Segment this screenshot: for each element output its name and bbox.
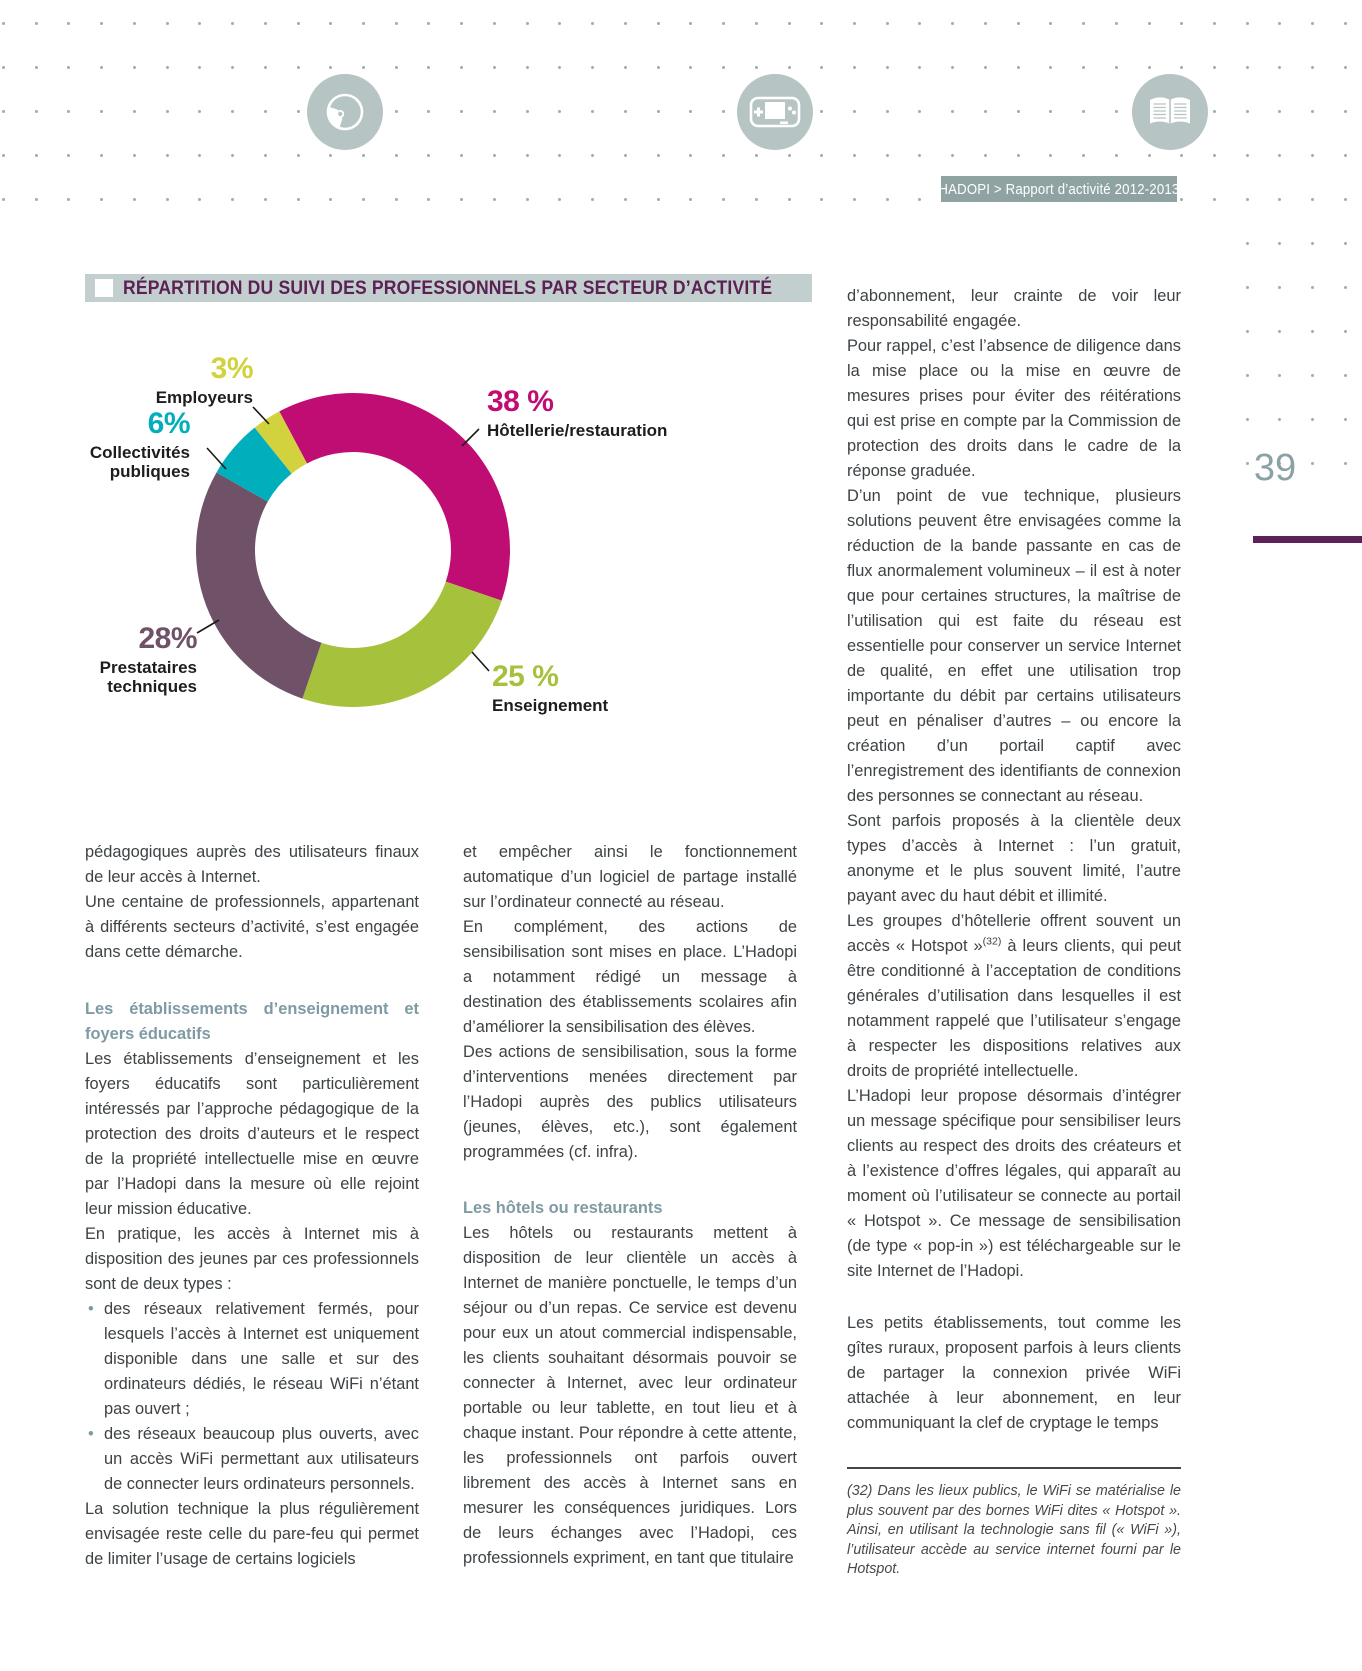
chart-label-text-hotellerie: Hôtellerie/restauration (487, 421, 668, 440)
grid-dot (558, 110, 561, 113)
grid-dot (297, 154, 300, 157)
grid-dot (755, 154, 758, 157)
leader-line-enseignement (472, 652, 489, 671)
grid-dot (853, 110, 856, 113)
paragraph: L’Hadopi leur propose désormais d’intégrer un message spécifique pour sensibiliser leurs clients au respect des droits des créateurs et à l’existence d’offres légales, qui apparaît au moment où l’utilisateur se connecte au portail « Hotspot ». Ce message de sensibilisation (de type « pop-in ») est téléchargeable sur le site Internet de l’Hadopi. (847, 1087, 1181, 1280)
grid-dot (1148, 66, 1151, 69)
grid-dot (657, 22, 660, 25)
grid-dot (1082, 22, 1085, 25)
grid-dot (67, 110, 70, 113)
grid-dot (722, 110, 725, 113)
grid-dot (133, 22, 136, 25)
grid-dot (427, 154, 430, 157)
leader-line-prestataires (197, 620, 219, 633)
grid-dot (198, 22, 201, 25)
grid-dot (886, 66, 889, 69)
paragraph: Des actions de sensibilisation, sous la forme d’interventions menées directement par l’Hadopi auprès des publics utilisateurs (jeunes, élèves, etc.), sont également programmées (cf. infra). (463, 1043, 797, 1161)
grid-dot (591, 22, 594, 25)
grid-dot (1246, 374, 1249, 377)
grid-dot (689, 154, 692, 157)
chart-pct-collectivites: 6% (147, 407, 190, 440)
grid-dot (1311, 418, 1314, 421)
grid-dot (1311, 462, 1314, 465)
grid-dot (886, 22, 889, 25)
donut-segment-1 (302, 582, 501, 707)
grid-dot (329, 198, 332, 201)
grid-dot (820, 110, 823, 113)
grid-dot (35, 154, 38, 157)
grid-dot (788, 198, 791, 201)
chart-label-prestataires (100, 623, 197, 696)
grid-dot (624, 22, 627, 25)
grid-dot (166, 66, 169, 69)
grid-dot (1246, 66, 1249, 69)
grid-dot (395, 154, 398, 157)
grid-dot (1049, 22, 1052, 25)
grid-dot (526, 110, 529, 113)
grid-dot (1344, 22, 1347, 25)
report-badge-label: HADOPI > Rapport d’activité 2012-2013 (938, 180, 1180, 198)
grid-dot (1213, 66, 1216, 69)
grid-dot (722, 66, 725, 69)
grid-dot (1278, 198, 1281, 201)
grid-dot (67, 198, 70, 201)
grid-dot (722, 22, 725, 25)
grid-dot (788, 154, 791, 157)
grid-dot (951, 66, 954, 69)
chart-pct-prestataires: 28% (138, 622, 197, 655)
grid-dot (297, 110, 300, 113)
donut-segment-0 (279, 393, 510, 601)
grid-dot (689, 110, 692, 113)
grid-dot (231, 154, 234, 157)
grid-dot (362, 22, 365, 25)
paragraph: En pratique, les accès à Internet mis à disposition des jeunes par ces professionnels sont de deux types : (85, 1225, 419, 1293)
grid-dot (35, 198, 38, 201)
grid-dot (918, 22, 921, 25)
grid-dot (1115, 110, 1118, 113)
subheading-etablissements: Les établissements d’enseignement et foyers éducatifs (85, 1000, 419, 1043)
column-right (847, 284, 1181, 1436)
grid-dot (657, 198, 660, 201)
grid-dot (984, 66, 987, 69)
grid-dot (460, 154, 463, 157)
chart-label-text-prestataires: Prestataires techniques (99, 658, 197, 696)
grid-dot (297, 66, 300, 69)
grid-dot (722, 154, 725, 157)
grid-dot (1180, 66, 1183, 69)
grid-dot (1311, 242, 1314, 245)
chart-title-bar (85, 274, 812, 302)
grid-dot (788, 66, 791, 69)
grid-dot (591, 154, 594, 157)
chart-label-collectivites (90, 408, 190, 481)
grid-dot (1344, 242, 1347, 245)
grid-dot (395, 110, 398, 113)
grid-dot (1344, 462, 1347, 465)
grid-dot (460, 66, 463, 69)
chart-pct-hotellerie: 38 % (487, 385, 554, 418)
grid-dot (755, 198, 758, 201)
grid-dot (984, 154, 987, 157)
paragraph: et empêcher ainsi le fonctionnement automatique d’un logiciel de partage installé sur l’ordinateur connecté au réseau. (463, 843, 797, 911)
grid-dot (591, 110, 594, 113)
grid-dot (100, 110, 103, 113)
grid-dot (67, 66, 70, 69)
grid-dot (624, 110, 627, 113)
grid-dot (1049, 66, 1052, 69)
grid-dot (1115, 22, 1118, 25)
grid-dot (1278, 154, 1281, 157)
footnote-text: (32) Dans les lieux publics, le WiFi se matérialise le plus souvent par des bornes WiFi dites « Hotspot ». Ainsi, en utilisant la technologie sans fil (« WiFi »), l’utilisateur accède au service internet fourni par le Hotspot. (847, 1483, 1181, 1577)
grid-dot (427, 66, 430, 69)
grid-dot (395, 22, 398, 25)
grid-dot (35, 110, 38, 113)
grid-dot (1017, 110, 1020, 113)
leader-line-employeurs (253, 407, 269, 424)
grid-dot (1017, 154, 1020, 157)
column-middle (463, 840, 797, 1571)
grid-dot (1148, 154, 1151, 157)
grid-dot (166, 22, 169, 25)
grid-dot (657, 154, 660, 157)
chart-pct-employeurs: 3% (210, 352, 253, 385)
grid-dot (1278, 330, 1281, 333)
paragraph-with-footnote-ref: Les groupes d’hôtellerie offrent souvent un accès « Hotspot »$^{(32)}$ à leurs clients, qui peut être conditionné à l’acceptation de conditions générales d’utilisation dans lesquelles il est notamment rappelé que l’utilisateur s’engage à respecter les dispositions relatives aux droits de propriété intellectuelle. (847, 912, 1181, 1080)
grid-dot (1115, 154, 1118, 157)
grid-dot (100, 22, 103, 25)
grid-dot (1344, 330, 1347, 333)
grid-dot (1180, 22, 1183, 25)
grid-dot (231, 22, 234, 25)
grid-dot (951, 22, 954, 25)
grid-dot (1246, 22, 1249, 25)
bullet-list (85, 1297, 419, 1497)
grid-dot (1344, 66, 1347, 69)
grid-dot (820, 154, 823, 157)
grid-dot (427, 22, 430, 25)
chart-label-text-employeurs: Employeurs (155, 388, 253, 407)
grid-dot (1311, 286, 1314, 289)
grid-dot (951, 110, 954, 113)
grid-dot (1278, 66, 1281, 69)
list-item: • des réseaux beaucoup plus ouverts, avec un accès WiFi permettant aux utilisateurs de connecter leurs ordinateurs personnels. (104, 1422, 419, 1497)
grid-dot (133, 154, 136, 157)
grid-dot (362, 198, 365, 201)
grid-dot (820, 198, 823, 201)
corner-accent-bar (1253, 536, 1362, 543)
grid-dot (1246, 154, 1249, 157)
grid-dot (1049, 110, 1052, 113)
grid-dot (427, 110, 430, 113)
grid-dot (133, 110, 136, 113)
grid-dot (35, 66, 38, 69)
grid-dot (1311, 66, 1314, 69)
grid-dot (133, 66, 136, 69)
paragraph: Les hôtels ou restaurants mettent à disposition de leur clientèle un accès à Internet de manière ponctuelle, le temps d’un séjour ou d’un repas. Ce service est devenu pour eux un atout commercial indispensable, les clients souhaitant désormais pouvoir se connecter à Internet, avec leur ordinateur portable ou leur tablette, en tout lieu et à chaque instant. Pour répondre à cette attente, les professionnels ont parfois ouvert librement des accès à Internet sans en mesurer les conséquences juridiques. Lors de leurs échanges avec l’Hadopi, ces professionnels expriment, en tant que titulaire (463, 1224, 797, 1567)
grid-dot (395, 66, 398, 69)
grid-dot (624, 66, 627, 69)
grid-dot (853, 66, 856, 69)
grid-dot (166, 110, 169, 113)
chart-label-employeurs (156, 353, 253, 407)
subheading-hotels: Les hôtels ou restaurants (463, 1199, 663, 1217)
grid-dot (1344, 154, 1347, 157)
grid-dot (624, 198, 627, 201)
grid-dot (591, 198, 594, 201)
grid-dot (853, 198, 856, 201)
grid-dot (198, 198, 201, 201)
grid-dot (297, 198, 300, 201)
grid-dot (1311, 110, 1314, 113)
grid-dot (231, 110, 234, 113)
grid-dot (166, 198, 169, 201)
grid-dot (1213, 198, 1216, 201)
grid-dot (362, 154, 365, 157)
grid-dot (329, 154, 332, 157)
leader-line-hotellerie (462, 429, 479, 446)
footnote-reference: (32) (982, 935, 1002, 948)
grid-dot (1246, 286, 1249, 289)
paragraph: d’abonnement, leur crainte de voir leur responsabilité engagée. (847, 287, 1181, 330)
grid-dot (2, 154, 5, 157)
grid-dot (133, 198, 136, 201)
grid-dot (657, 110, 660, 113)
grid-dot (558, 22, 561, 25)
grid-dot (1278, 110, 1281, 113)
paragraph: Sont parfois proposés à la clientèle deux types d’accès à Internet : l’un gratuit, anonyme et le plus souvent limité, l’autre payant avec du haut débit et illimité. (847, 812, 1181, 905)
list-item: • des réseaux relativement fermés, pour lesquels l’accès à Internet est uniquement disponible dans une salle et sur des ordinateurs dédiés, le réseau WiFi n’étant pas ouvert ; (104, 1297, 419, 1422)
grid-dot (591, 66, 594, 69)
footnote-rule (847, 1467, 1181, 1469)
grid-dot (820, 66, 823, 69)
open-book-icon (1132, 74, 1208, 150)
grid-dot (35, 22, 38, 25)
chart-label-hotellerie (487, 386, 667, 440)
grid-dot (1278, 286, 1281, 289)
grid-dot (460, 110, 463, 113)
grid-dot (1180, 198, 1183, 201)
grid-dot (1278, 22, 1281, 25)
grid-dot (788, 22, 791, 25)
grid-dot (1344, 198, 1347, 201)
donut-rings (196, 393, 510, 707)
paragraph: pédagogiques auprès des utilisateurs finaux de leur accès à Internet. (85, 843, 419, 886)
chart-label-enseignement (492, 661, 608, 715)
grid-dot (460, 22, 463, 25)
grid-dot (198, 110, 201, 113)
grid-dot (1278, 418, 1281, 421)
column-left (85, 840, 419, 1572)
grid-dot (526, 154, 529, 157)
grid-dot (722, 198, 725, 201)
grid-dot (67, 22, 70, 25)
grid-dot (558, 198, 561, 201)
grid-dot (362, 66, 365, 69)
grid-dot (526, 198, 529, 201)
paragraph: En complément, des actions de sensibilisation sont mises en place. L’Hadopi a notamment rédigé un message à destination des établissements scolaires afin d’améliorer la sensibilisation des élèves. (463, 918, 797, 1036)
grid-dot (984, 110, 987, 113)
grid-dot (493, 66, 496, 69)
grid-dot (1311, 22, 1314, 25)
grid-dot (886, 154, 889, 157)
grid-dot (820, 22, 823, 25)
grid-dot (886, 110, 889, 113)
grid-dot (984, 22, 987, 25)
paragraph: Une centaine de professionnels, appartenant à différents secteurs d’activité, s’est engagée dans cette démarche. (85, 893, 419, 961)
grid-dot (1246, 242, 1249, 245)
donut-segment-2 (196, 472, 321, 698)
grid-dot (427, 198, 430, 201)
grid-dot (198, 154, 201, 157)
grid-dot (558, 154, 561, 157)
grid-dot (166, 154, 169, 157)
grid-dot (853, 154, 856, 157)
grid-dot (1082, 154, 1085, 157)
grid-dot (231, 198, 234, 201)
grid-dot (493, 198, 496, 201)
grid-dot (1344, 110, 1347, 113)
grid-dot (1049, 154, 1052, 157)
grid-dot (1115, 66, 1118, 69)
grid-dot (1311, 374, 1314, 377)
grid-dot (100, 66, 103, 69)
grid-dot (918, 66, 921, 69)
grid-dot (1148, 22, 1151, 25)
donut-chart (85, 300, 812, 775)
grid-dot (526, 22, 529, 25)
grid-dot (67, 154, 70, 157)
grid-dot (1213, 110, 1216, 113)
chart-pct-enseignement: 25 % (492, 660, 559, 693)
paragraph: Les établissements d’enseignement et les foyers éducatifs sont particulièrement intéressés par l’approche pédagogique de la protection des droits d’auteurs et le respect de la propriété intellectuelle mise en œuvre par l’Hadopi dans la mesure où elle rejoint leur mission éducative. (85, 1050, 419, 1218)
grid-dot (624, 154, 627, 157)
grid-dot (493, 154, 496, 157)
grid-dot (853, 22, 856, 25)
paragraph: La solution technique la plus régulièrement envisagée reste celle du pare-feu qui permet de limiter l’usage de certains logiciels (85, 1500, 419, 1568)
paragraph: Pour rappel, c’est l’absence de diligence dans la mise place ou la mise en œuvre de mesures prises pour éviter des réitérations qui est prise en compte par la Commission de protection des droits dans le cadre de la réponse graduée. (847, 337, 1181, 480)
grid-dot (886, 198, 889, 201)
disc-icon (307, 74, 383, 150)
footnote (847, 1467, 1181, 1580)
grid-dot (1213, 154, 1216, 157)
grid-dot (264, 66, 267, 69)
grid-dot (2, 22, 5, 25)
grid-dot (1213, 22, 1216, 25)
report-badge (938, 176, 1180, 202)
grid-dot (951, 154, 954, 157)
grid-dot (1311, 198, 1314, 201)
paragraph: D’un point de vue technique, plusieurs solutions peuvent être envisagées comme la réduction de la bande passante en cas de flux anormalement volumineux – il est à noter que pour certaines structures, la maîtrise de l’utilisation qui est faite du réseau est essentielle pour conserver un service Internet de qualité, en effet une utilisation trop importante du débit par certains utilisateurs peut en pénaliser d’autres – ou encore la création d’un portail captif avec l’enregistrement des identifiants de connexion des personnes se connectant au réseau. (847, 487, 1181, 805)
chart-label-text-collectivites: Collectivités publiques (89, 443, 190, 481)
grid-dot (918, 110, 921, 113)
grid-dot (264, 110, 267, 113)
grid-dot (1017, 22, 1020, 25)
grid-dot (2, 198, 5, 201)
grid-dot (918, 154, 921, 157)
chart-label-text-enseignement: Enseignement (492, 696, 609, 715)
grid-dot (755, 66, 758, 69)
title-bullet-square (95, 279, 113, 297)
grid-dot (2, 66, 5, 69)
grid-dot (2, 110, 5, 113)
paragraph: Les petits établissements, tout comme les gîtes ruraux, proposent parfois à leurs clients de partager la connexion privée WiFi attachée à leur abonnement, en leur communiquant la clef de cryptage le temps (847, 1314, 1181, 1432)
grid-dot (198, 66, 201, 69)
grid-dot (264, 22, 267, 25)
grid-dot (1344, 418, 1347, 421)
grid-dot (231, 66, 234, 69)
grid-dot (689, 198, 692, 201)
grid-dot (395, 198, 398, 201)
grid-dot (100, 198, 103, 201)
grid-dot (493, 22, 496, 25)
grid-dot (297, 22, 300, 25)
grid-dot (1311, 330, 1314, 333)
grid-dot (1311, 154, 1314, 157)
page-number: 39 (1253, 447, 1297, 489)
grid-dot (918, 198, 921, 201)
grid-dot (1082, 66, 1085, 69)
grid-dot (657, 66, 660, 69)
grid-dot (264, 198, 267, 201)
grid-dot (755, 22, 758, 25)
grid-dot (558, 66, 561, 69)
grid-dot (689, 66, 692, 69)
grid-dot (1246, 198, 1249, 201)
grid-dot (1082, 110, 1085, 113)
grid-dot (1246, 330, 1249, 333)
grid-dot (1344, 286, 1347, 289)
grid-dot (329, 66, 332, 69)
grid-dot (264, 154, 267, 157)
grid-dot (1344, 374, 1347, 377)
grid-dot (460, 198, 463, 201)
grid-dot (1278, 374, 1281, 377)
grid-dot (1017, 66, 1020, 69)
grid-dot (689, 22, 692, 25)
grid-dot (493, 110, 496, 113)
chart-title: RÉPARTITION DU SUIVI DES PROFESSIONNELS PAR SECTEUR D’ACTIVITÉ (123, 276, 773, 299)
leader-line-collectivites (207, 448, 226, 469)
grid-dot (1246, 110, 1249, 113)
grid-dot (1246, 418, 1249, 421)
grid-dot (1278, 242, 1281, 245)
grid-dot (526, 66, 529, 69)
game-console-icon (737, 74, 813, 150)
grid-dot (329, 22, 332, 25)
grid-dot (1180, 154, 1183, 157)
grid-dot (100, 154, 103, 157)
